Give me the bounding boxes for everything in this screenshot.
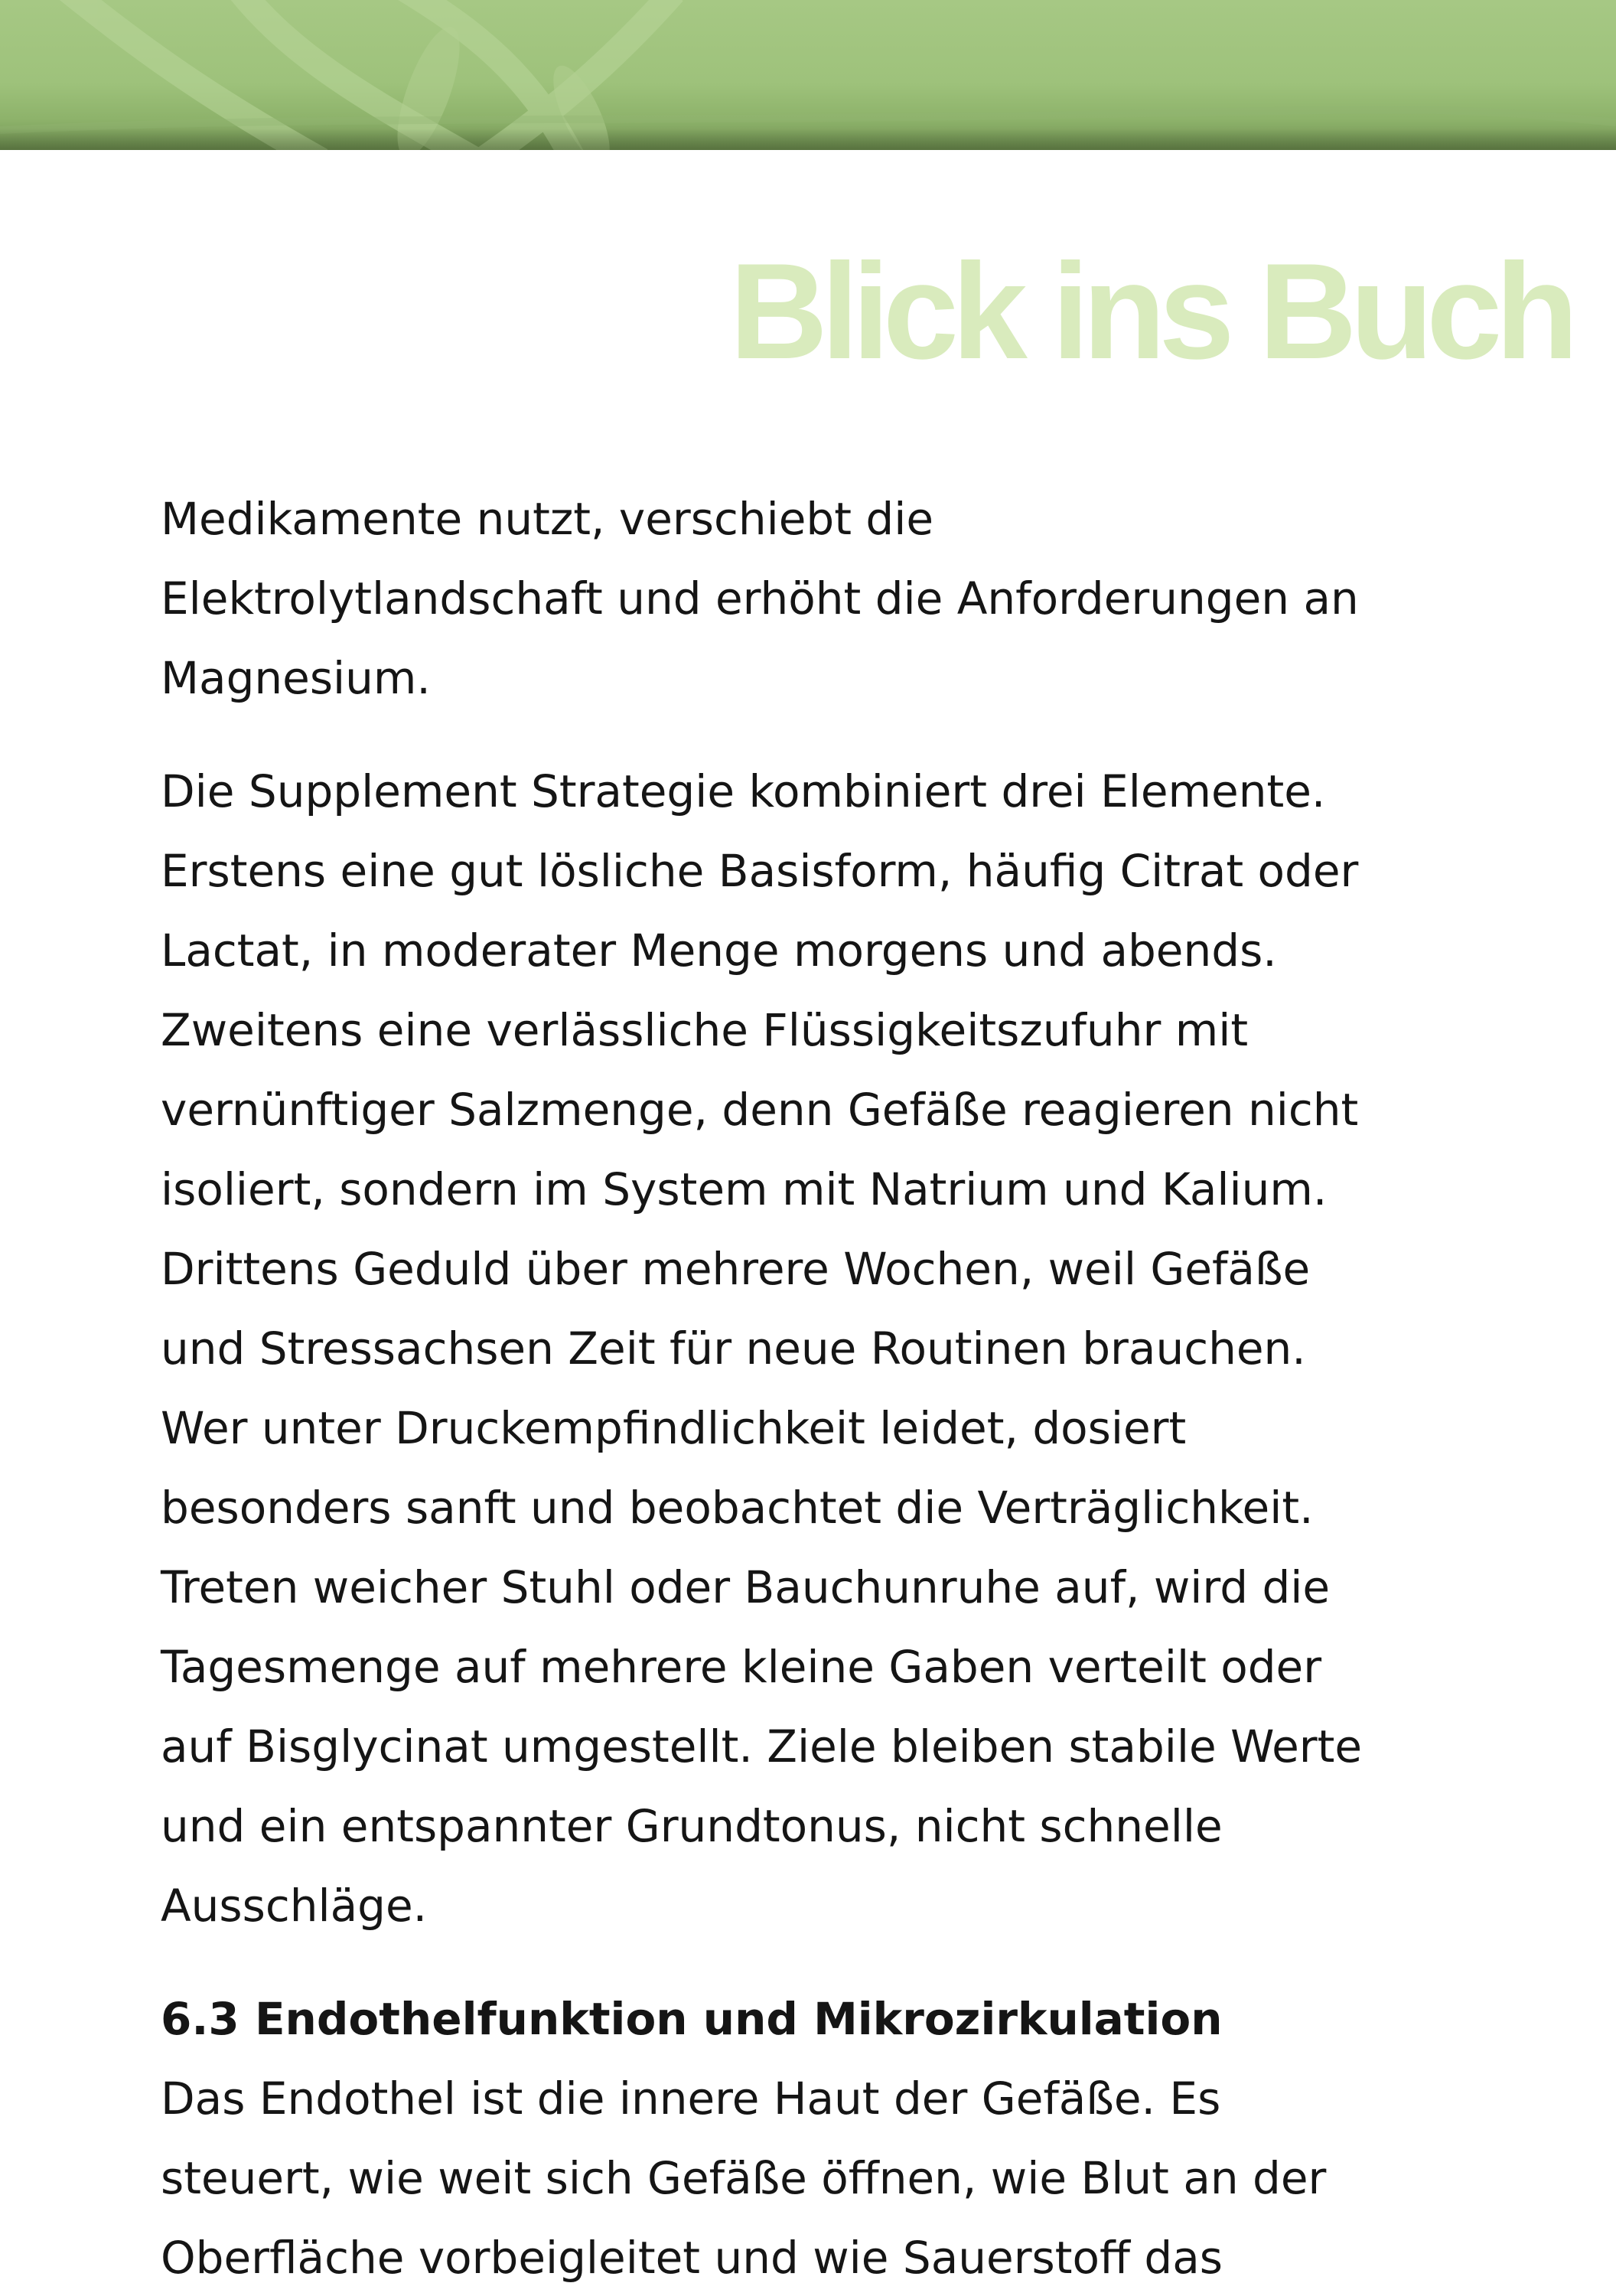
- leaf-pattern: [0, 0, 1616, 150]
- text-line: Oberfläche vorbeigleitet und wie Sauerstoff das: [161, 2232, 1223, 2284]
- text-line: Zweitens eine verlässliche Flüssigkeitszufuhr mit: [161, 1004, 1249, 1056]
- paragraph-3: [161, 2059, 1492, 2296]
- text-line: und ein entspannter Grundtonus, nicht schnelle: [161, 1800, 1223, 1852]
- text-line: und Stressachsen Zeit für neue Routinen brauchen.: [161, 1322, 1306, 1375]
- page-section-heading: Blick ins Buch: [729, 235, 1572, 387]
- book-excerpt: [161, 479, 1492, 2296]
- text-line: besonders sanft und beobachtet die Verträglichkeit.: [161, 1482, 1314, 1534]
- text-line: Elektrolytlandschaft und erhöht die Anforderungen an: [161, 572, 1359, 625]
- paragraph-gap: [161, 718, 1492, 752]
- header-banner: [0, 0, 1616, 150]
- text-line: Die Supplement Strategie kombiniert drei Elemente.: [161, 765, 1326, 817]
- text-line: Medikamente nutzt, verschiebt die: [161, 493, 934, 545]
- text-line: Ausschläge.: [161, 1880, 428, 1932]
- text-line: Erstens eine gut lösliche Basisform, häufig Citrat oder: [161, 845, 1359, 897]
- text-line: Treten weicher Stuhl oder Bauchunruhe auf, wird die: [161, 1561, 1331, 1613]
- paragraph-2: [161, 752, 1492, 1945]
- text-line: steuert, wie weit sich Gefäße öffnen, wie Blut an der: [161, 2152, 1327, 2204]
- text-line: Tagesmenge auf mehrere kleine Gaben verteilt oder: [161, 1641, 1322, 1693]
- paragraph-1: [161, 479, 1492, 718]
- text-line: Wer unter Druckempfindlichkeit leidet, dosiert: [161, 1402, 1187, 1454]
- text-line: Drittens Geduld über mehrere Wochen, weil Gefäße: [161, 1243, 1311, 1295]
- text-line: Das Endothel ist die innere Haut der Gefäße. Es: [161, 2073, 1221, 2125]
- chapter-subheading: 6.3 Endothelfunktion und Mikrozirkulation: [161, 1993, 1223, 2045]
- text-line: Lactat, in moderater Menge morgens und abends.: [161, 925, 1277, 977]
- paragraph-gap: [161, 1945, 1492, 1979]
- text-line: isoliert, sondern im System mit Natrium und Kalium.: [161, 1163, 1328, 1215]
- text-line: auf Bisglycinat umgestellt. Ziele bleiben stabile Werte: [161, 1720, 1363, 1773]
- text-line: Magnesium.: [161, 652, 431, 704]
- banner-shadow: [0, 129, 1616, 150]
- text-line: vernünftiger Salzmenge, denn Gefäße reagieren nicht: [161, 1084, 1359, 1136]
